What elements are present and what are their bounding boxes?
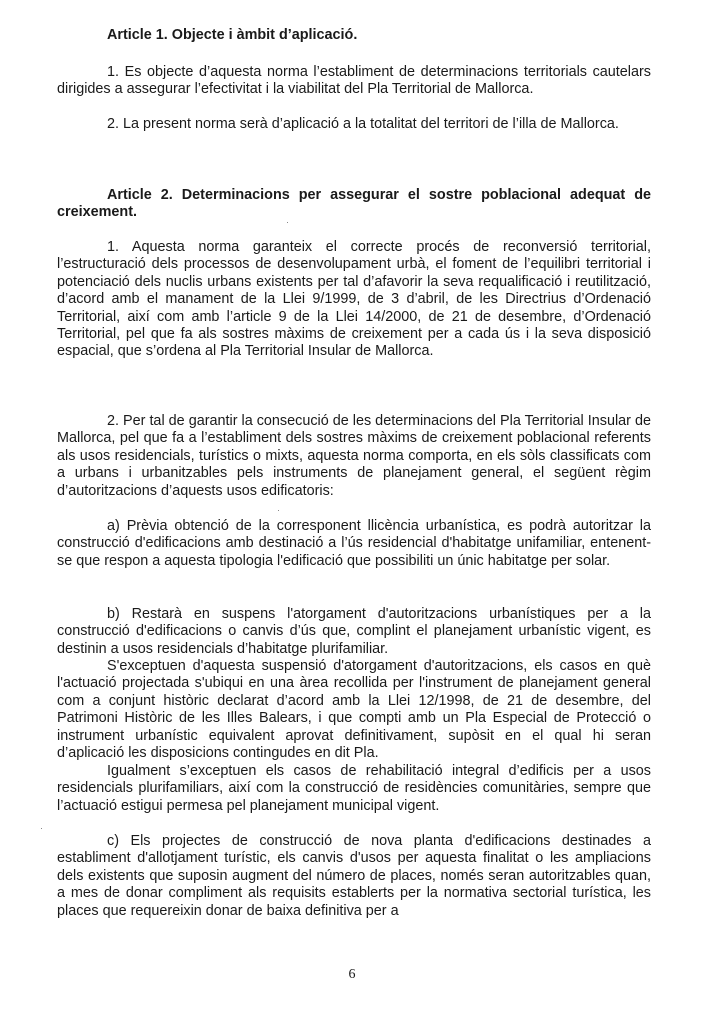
paragraph-text: 2. La present norma serà d’aplicació a la totalitat del territori de l’illa de Mallorca. <box>107 116 619 132</box>
paragraph-text: 2. Per tal de garantir la consecució de les determinacions del Pla Territorial Insular de Mallorca, pel que fa a l’establiment dels sostres màxims de creixement poblacional referents als usos residencials, turístics o mixts, aquesta norma comporta, en els sòls classificats com a urbans i urbanitzables pels instruments de planejament general, el següent règim d’autoritzacions d’aquests usos edificatoris: <box>57 413 651 499</box>
paragraph-text: 1. Es objecte d’aquesta norma l’establiment de determinacions territorials cautelars dirigides a assegurar l’efectivitat i la viabilitat del Pla Territorial de Mallorca. <box>57 64 651 98</box>
article-2-paragraph-1 <box>57 239 651 361</box>
article-2-heading-text: Article 2. Determinacions per assegurar el sostre poblacional adequat de creixement. <box>57 187 651 221</box>
clause-a <box>57 518 651 570</box>
clause-c <box>57 833 651 920</box>
article-1-paragraph-2 <box>57 116 651 133</box>
page-number: 6 <box>348 967 356 982</box>
clause-b <box>57 606 651 658</box>
scan-speck <box>41 828 42 829</box>
paragraph-text: Igualment s’exceptuen els casos de rehabilitació integral d’edificis per a usos residencials plurifamiliars, així com la construcció de residències comunitàries, sempre que l’actuació estigui permesa pel planejament municipal vigent. <box>57 763 651 814</box>
article-2-heading <box>57 187 651 222</box>
article-2-paragraph-2 <box>57 413 651 500</box>
paragraph-text: 1. Aquesta norma garanteix el correcte procés de reconversió territorial, l’estructuració dels processos de desenvolupament urbà, el foment de l’equilibri territorial i potenciació dels nuclis urbans existents per tal d’afavorir la seva requalificació i reutilització, d’acord amb el manament de la Llei 9/1999, de 3 d’abril, de les Directrius d’Ordenació Territorial, així com amb l’article 9 de la Llei 14/2000, de 21 de desembre, d’Ordenació Territorial, pel que fa als sostres màxims de creixement per a cada ús i la seva disposició espacial, que s’ordena al Pla Territorial Insular de Mallorca. <box>57 239 651 360</box>
paragraph-text: c) Els projectes de construcció de nova planta d'edificacions destinades a establiment d'allotjament turístic, els canvis d'usos per aquesta finalitat o les ampliacions dels existents que suposin augment del número de places, només seran autoritzables quan, a mes de donar compliment als requisits establerts per la normativa sectorial turística, les places que requereixin donar de baixa definitiva per a <box>57 833 651 919</box>
clause-b-exception-1 <box>57 658 651 762</box>
article-1-heading-text: Article 1. Objecte i àmbit d’aplicació. <box>107 27 358 43</box>
article-1-paragraph-1 <box>57 64 651 99</box>
clause-b-exception-2 <box>57 763 651 815</box>
article-1-heading <box>57 27 651 44</box>
paragraph-text: S'exceptuen d'aquesta suspensió d'atorgament d'autoritzacions, els casos en què l'actuació projectada s'ubiqui en una àrea recollida per l'instrument de planejament general com a conjunt històric declarat d’acord amb la Llei 12/1998, de 21 de desembre, del Patrimoni Històric de les Illes Balears, i que compti amb un Pla Especial de Protecció o instrument urbanístic equivalent aprovat definitivament, supòsit en el qual hi seran d’aplicació les disposicions contingudes en dit Pla. <box>57 658 651 762</box>
scan-speck <box>278 510 279 511</box>
paragraph-text: b) Restarà en suspens l'atorgament d'autoritzacions urbanístiques per a la construcció d'edificacions o canvis d’ús que, complint el planejament urbanístic vigent, es destinin a usos residencials d’habitatge plurifamiliar. <box>57 606 651 657</box>
scan-speck <box>287 222 288 223</box>
paragraph-text: a) Prèvia obtenció de la corresponent llicència urbanística, es podrà autoritzar la construcció d'edificacions amb destinació a l’ús residencial d'habitatge unifamiliar, entenent-se que respon a aquesta tipologia l'edificació que possibiliti un únic habitatge per solar. <box>57 518 651 569</box>
